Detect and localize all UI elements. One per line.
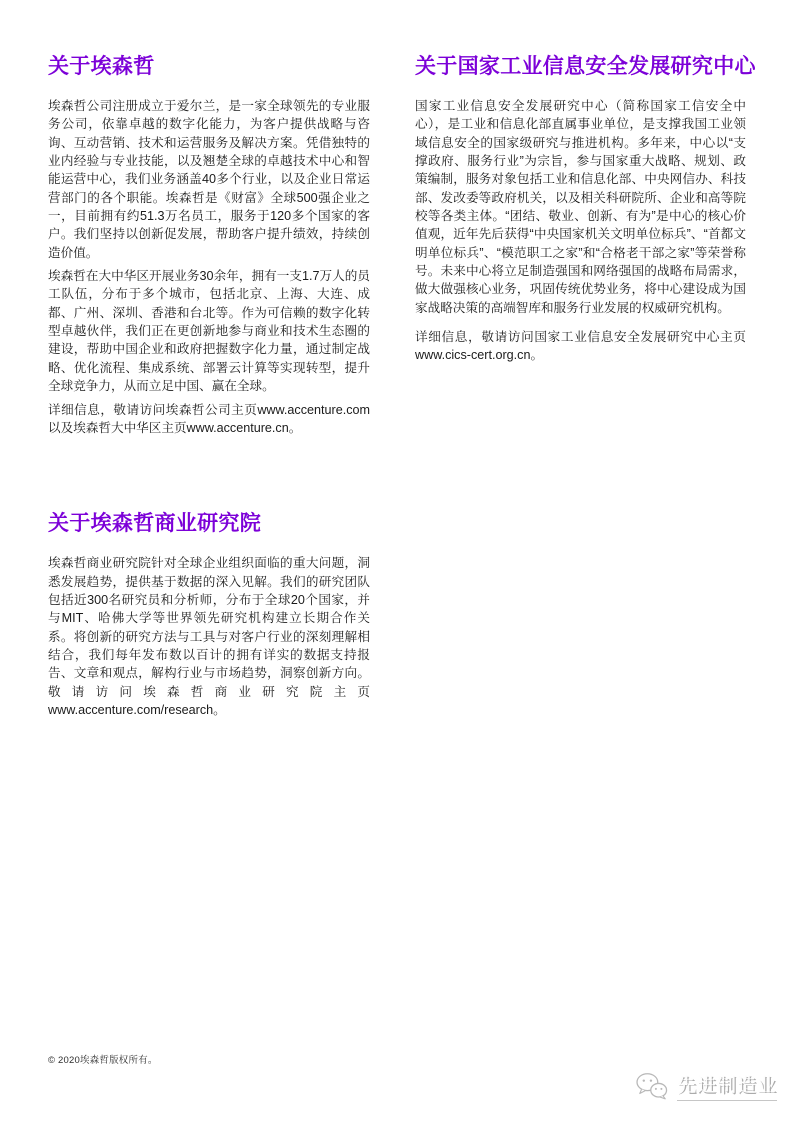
section-about-cics <box>415 53 756 365</box>
about-cics-paragraph: 国家工业信息安全发展研究中心（简称国家工信安全中心），是工业和信息化部直属事业单位，是支撑我国工业领域信息安全的国家级研究与推进机构。多年来，中心以“支撑政府、服务行业”为宗旨，参与国家重大战略、规划、政策编制，服务对象包括工业和信息化部、中央网信办、科技部、发改委等政府机关，以及相关科研院所、企业和高等院校等各类主体。“团结、敬业、创新、有为”是中心的核心价值观，近年先后获得“中央国家机关文明单位标兵”、“首都文明单位标兵”、“模范职工之家”和“合格老干部之家”等荣誉称号。未来中心将立足制造强国和网络强国的战略布局需求，做大做强核心业务，巩固传统优势业务，将中心建设成为国家战略决策的高端智库和服务行业发展的权威研究机构。 <box>415 99 746 315</box>
about-cics-contact-paragraph: 详细信息，敬请访问国家工业信息安全发展研究中心主页www.cics-cert.org.cn。 <box>415 330 746 363</box>
copyright-notice: © 2020埃森哲版权所有。 <box>48 1055 158 1066</box>
right-column <box>415 53 756 370</box>
about-accenture-heading: 关于埃森哲 <box>48 55 155 78</box>
watermark <box>635 1070 777 1101</box>
about-research-heading: 关于埃森哲商业研究院 <box>48 512 261 536</box>
section-about-accenture <box>48 53 370 437</box>
about-research-paragraph: 埃森哲商业研究院针对全球企业组织面临的重大问题，洞悉发展趋势，提供基于数据的深入见解。我们的研究团队包括近300名研究员和分析师，分布于全球20个国家，并与MIT、哈佛大学等世界领先研究机构建立长期合作关系。将创新的研究方法与工具与对客户行业的深刻理解相结合，我们每年发布数以百计的拥有详实的数据支持报告、文章和观点，解构行业与市场趋势，洞察创新方向。敬请访问埃森哲商业研究院主页www.accenture.com/research。 <box>48 556 370 717</box>
section-about-research <box>48 510 370 719</box>
about-accenture-contact-paragraph: 详细信息，敬请访问埃森哲公司主页www.accenture.com以及埃森哲大中华区主页www.accenture.cn。 <box>48 402 370 435</box>
wechat-icon <box>635 1072 668 1100</box>
left-column <box>48 53 370 724</box>
watermark-label: 先进制造业 <box>677 1070 777 1101</box>
about-accenture-paragraph-2: 埃森哲在大中华区开展业务30余年，拥有一支1.7万人的员工队伍，分布于多个城市，包括北京、上海、大连、成都、广州、深圳、香港和台北等。作为可信赖的数字化转型卓越伙伴，我们正在更创新地参与商业和技术生态圈的建设，帮助中国企业和政府把握数字化力量，通过制定战略、优化流程、集成系统、部署云计算等实现转型，提升全球竞争力，从而立足中国、赢在全球。 <box>48 269 370 394</box>
about-cics-heading: 关于国家工业信息安全发展研究中心 <box>415 55 756 78</box>
about-accenture-paragraph-1: 埃森哲公司注册成立于爱尔兰，是一家全球领先的专业服务公司，依靠卓越的数字化能力，为客户提供战略与咨询、互动营销、技术和运营服务及解决方案。凭借独特的业内经验与专业技能，以及翘楚全球的卓越技术中心和智能运营中心，我们业务涵盖40多个行业，以及企业日常运营部门的各个职能。埃森哲是《财富》全球500强企业之一，目前拥有约51.3万名员工，服务于120多个国家的客户。我们坚持以创新促发展，帮助客户提升绩效，持续创造价值。 <box>48 99 370 260</box>
